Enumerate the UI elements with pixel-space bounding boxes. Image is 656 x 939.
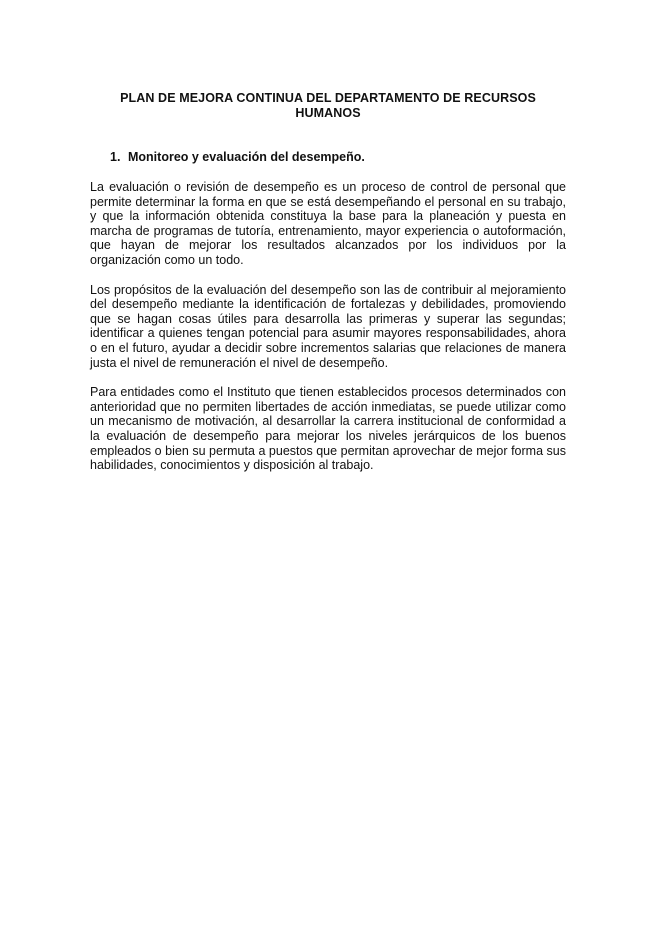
document-page xyxy=(0,91,656,939)
section-heading-text: Monitoreo y evaluación del desempeño. xyxy=(128,150,365,164)
document-title: PLAN DE MEJORA CONTINUA DEL DEPARTAMENTO DE RECURSOS HUMANOS xyxy=(120,91,536,120)
paragraph-3: Para entidades como el Instituto que tienen establecidos procesos determinados con anterioridad que no permiten libertades de acción inmediatas, se puede utilizar como un mecanismo de motivación, al desarrollar la carrera institucional de conformidad a la evaluación de desempeño para mejorar los niveles jerárquicos de los buenos empleados o bien su permuta a puestos que permitan aprovechar de mejor forma sus habilidades, conocimientos y disposición al trabajo. xyxy=(90,385,566,473)
paragraph-1: La evaluación o revisión de desempeño es un proceso de control de personal que permite determinar la forma en que se está desempeñando el personal en su trabajo, y que la información obtenida constituya la base para la planeación y puesta en marcha de programas de tutoría, entrenamiento, mayor experiencia o autoformación, que hayan de mejorar los resultados alcanzados por los individuos por la organización como un todo. xyxy=(90,180,566,267)
section-heading xyxy=(110,150,566,165)
section-number: 1. xyxy=(110,150,121,164)
paragraph-2: Los propósitos de la evaluación del desempeño son las de contribuir al mejoramiento del desempeño mediante la identificación de fortalezas y debilidades, promoviendo que se hagan cosas útiles para desarrolla las primeras y superar las segundas; identificar a quienes tengan potencial para asumir mayores responsabilidades, ahora o en el futuro, ayudar a decidir sobre incrementos salarias que relaciones de manera justa el nivel de remuneración el nivel de desempeño. xyxy=(90,282,566,370)
